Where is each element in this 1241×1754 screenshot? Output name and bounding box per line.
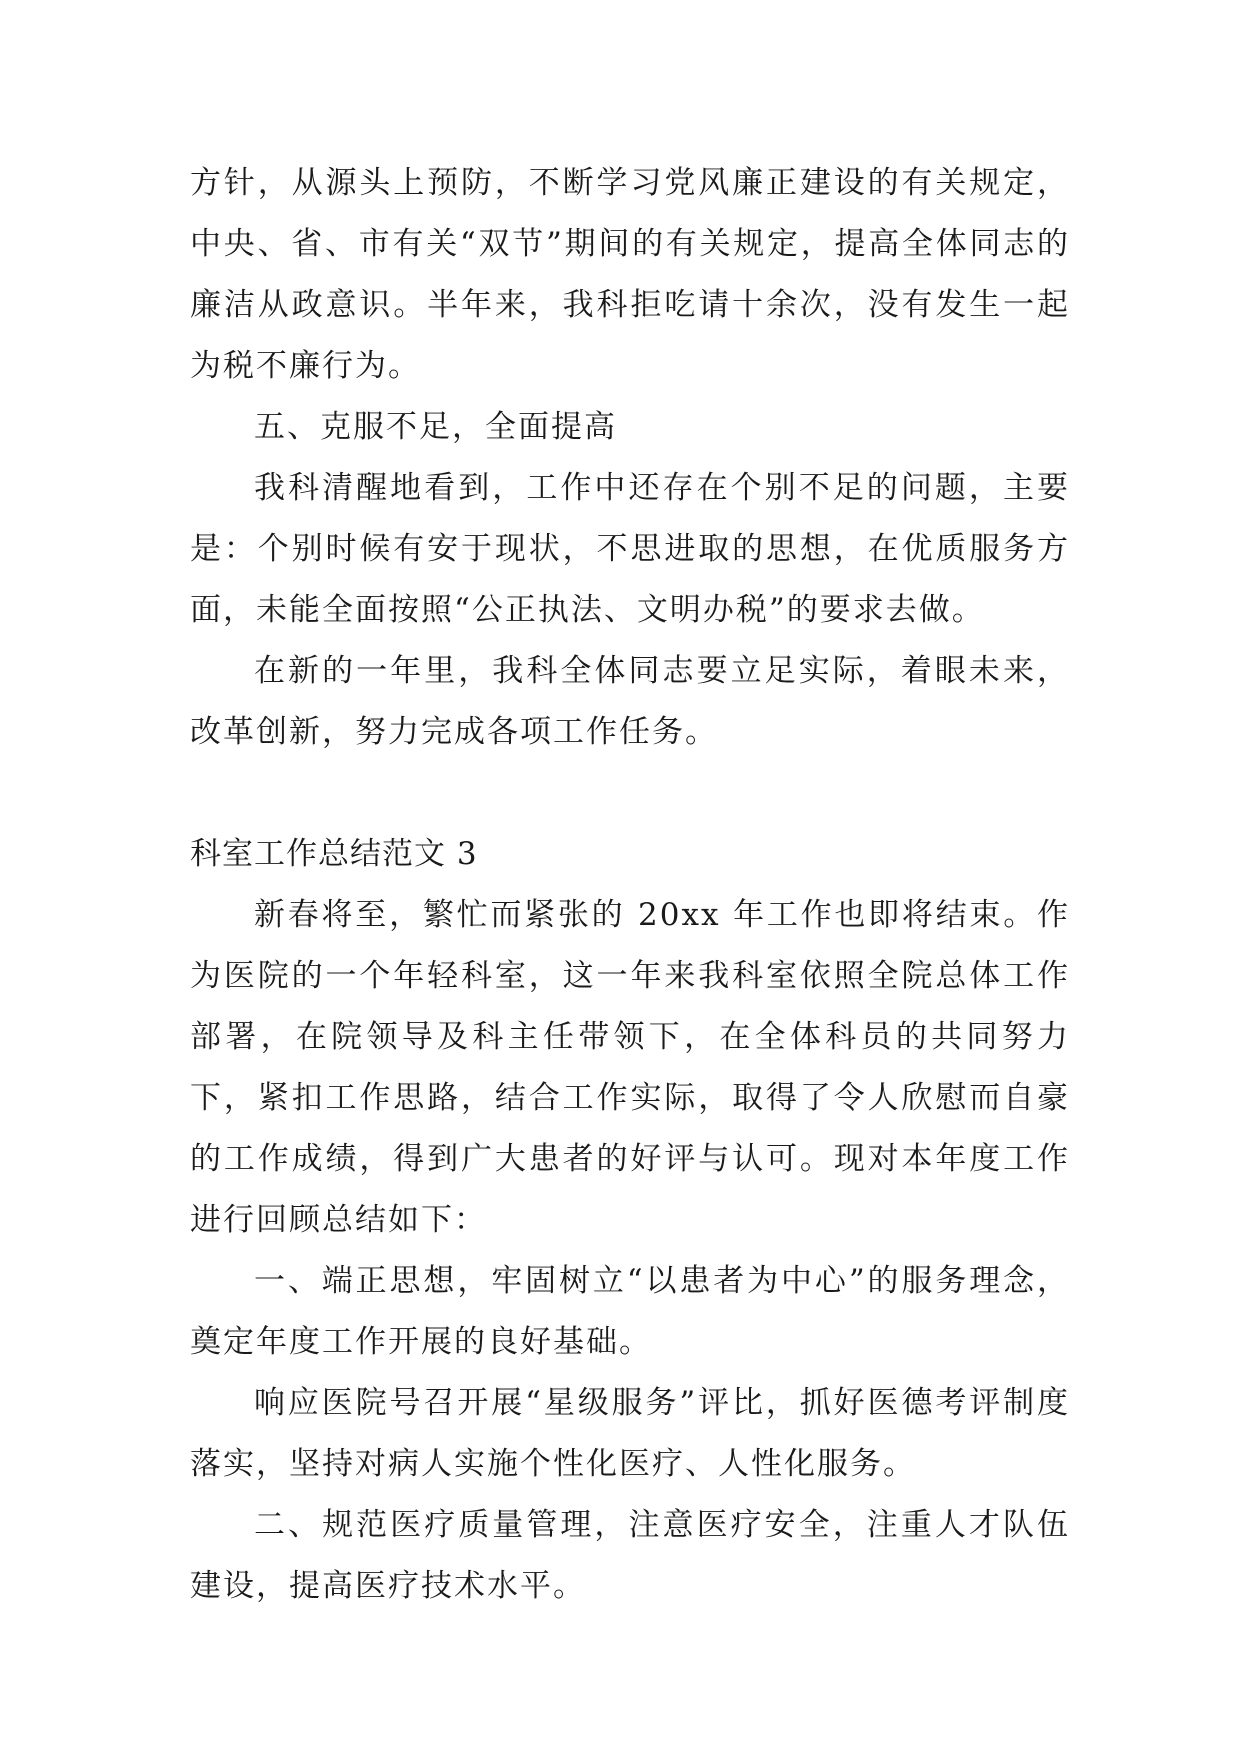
paragraph-shortcomings: 我科清醒地看到，工作中还存在个别不足的问题，主要是：个别时候有安于现状，不思进取的思想，在优质服务方面，未能全面按照“公正执法、文明办税”的要求去做。: [190, 470, 1070, 628]
paragraph-continuation: 方针，从源头上预防，不断学习党风廉正建设的有关规定，中央、省、市有关“双节”期间的有关规定，提高全体同志的廉洁从政意识。半年来，我科拒吃请十余次，没有发生一起为税不廉行为。: [190, 165, 1070, 384]
paragraph-intro: 新春将至，繁忙而紧张的 20xx 年工作也即将结束。作为医院的一个年轻科室，这一年来我科室依照全院总体工作部署，在院领导及科主任带领下，在全体科员的共同努力下，紧扣工作思路，结合工作实际，取得了令人欣慰而自豪的工作成绩，得到广大患者的好评与认可。现对本年度工作进行回顾总结如下：: [190, 897, 1070, 1238]
heading-two: 二、规范医疗质量管理，注意医疗安全，注重人才队伍建设，提高医疗技术水平。: [190, 1507, 1070, 1604]
section-title: 科室工作总结范文 3: [190, 836, 478, 872]
document-body: [190, 153, 1070, 1617]
paragraph-star-service: 响应医院号召开展“星级服务”评比，抓好医德考评制度落实，坚持对病人实施个性化医疗、人性化服务。: [190, 1385, 1070, 1482]
heading-one: 一、端正思想，牢固树立“以患者为中心”的服务理念，奠定年度工作开展的良好基础。: [190, 1263, 1070, 1360]
section-gap: [190, 763, 1070, 824]
heading-five: 五、克服不足，全面提高: [254, 409, 617, 445]
paragraph-new-year: 在新的一年里，我科全体同志要立足实际，着眼未来，改革创新，努力完成各项工作任务。: [190, 653, 1070, 750]
